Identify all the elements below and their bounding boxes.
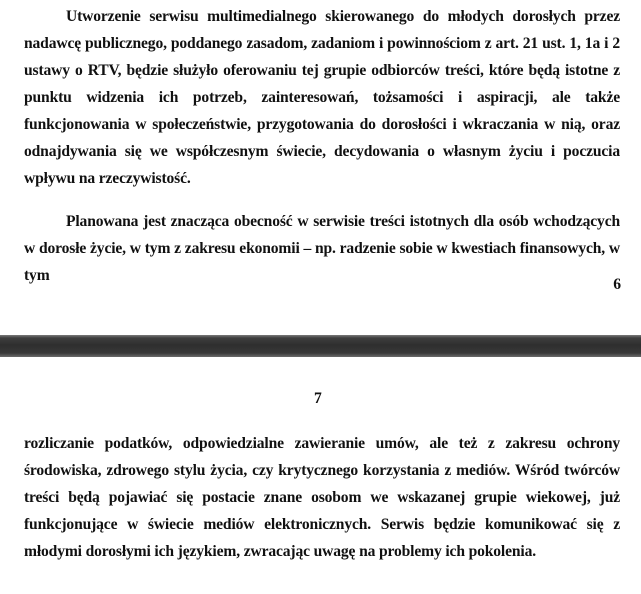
page-6-paragraph-1-text: Utworzenie serwisu multimedialnego skierowanego do młodych dorosłych przez nadawcę publicznego, poddanego zasadom, zadaniom i powinnościom z art. 21 ust. 1, 1a i 2 ustawy o RTV, będzie służyło oferowaniu tej grupie odbiorców treści, które będą istotne z punktu widzenia ich potrzeb, zainteresowań, tożsamości i aspiracji, ale także funkcjonowania w społeczeństwie, przygotowania do dorosłości i wkraczania w nią, oraz odnajdywania się we współczesnym świecie, decydowania o własnym życiu i poczucia wpływu na rzeczywistość. xyxy=(24,8,620,187)
page-break-gap xyxy=(0,335,641,357)
page-number-7: 7 xyxy=(314,390,322,407)
page-6-paragraph-2 xyxy=(24,208,620,289)
page-6-paragraph-2-text: Planowana jest znacząca obecność w serwisie treści istotnych dla osób wchodzących w dorosłe życie, w tym z zakresu ekonomii – np. radzenie sobie w kwestiach finansowych, w tym xyxy=(24,213,620,284)
page-number-6: 6 xyxy=(613,276,621,293)
page-6-paragraph-1 xyxy=(24,3,620,192)
page-7-paragraph-1: rozliczanie podatków, odpowiedzialne zawieranie umów, ale też z zakresu ochrony środowiska, zdrowego stylu życia, czy krytycznego korzystania z mediów. Wśród twórców treści będą pojawiać się postacie znane osobom we wskazanej grupie wiekowej, już funkcjonujące w świecie mediów elektronicznych. Serwis będzie komunikować się z młodymi dorosłymi ich językiem, zwracając uwagę na problemy ich pokolenia. xyxy=(24,435,620,560)
